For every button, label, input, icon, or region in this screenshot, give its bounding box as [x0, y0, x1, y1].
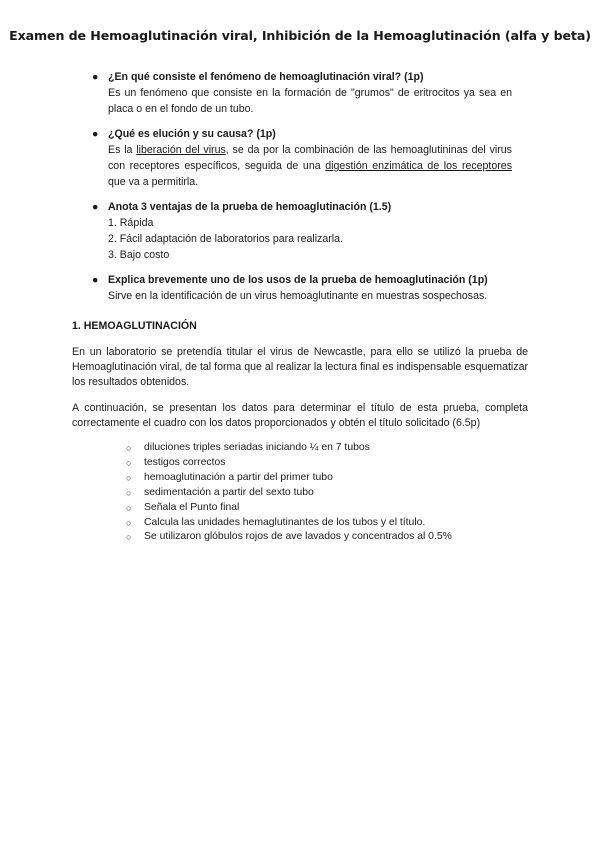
bullet-icon: ●: [92, 71, 99, 83]
list-item-text: hemoaglutinación a partir del primer tubo: [144, 471, 333, 483]
circle-bullet-icon: ○: [126, 472, 132, 483]
list-item: [126, 471, 452, 486]
circle-bullet-icon: ○: [126, 457, 132, 468]
bullet-icon: ●: [92, 201, 99, 213]
question-block-4: [92, 272, 522, 304]
question-2-text: ¿Qué es elución y su causa? (1p): [108, 128, 276, 140]
list-item: [126, 516, 452, 531]
circle-bullet-icon: ○: [126, 487, 132, 498]
answer-1: Es un fenómeno que consiste en la formación de "grumos" de eritrocitos ya sea en placa o en el fondo de un tubo.: [108, 87, 512, 115]
list-item: [126, 441, 452, 456]
list-item: [126, 501, 452, 516]
list-item-text: sedimentación a partir del sexto tubo: [144, 486, 314, 498]
circle-bullet-icon: ○: [126, 443, 132, 453]
list-item: [126, 486, 452, 501]
question-block-2: [92, 126, 512, 190]
question-block-3: [92, 199, 512, 263]
circle-bullet-icon: ○: [126, 517, 132, 528]
question-3: [92, 199, 512, 215]
answer-2-underlined: liberación del virus: [136, 144, 226, 156]
answer-2-part: , se da por la combinación de las hemoaglutininas del virus con receptores específicos, seguida de una: [108, 144, 512, 172]
document-title: Examen de Hemoaglutinación viral, Inhibición de la Hemoaglutinación (alfa y beta): [9, 28, 591, 43]
list-item-text: Se utilizaron glóbulos rojos de ave lavados y concentrados al 0.5%: [144, 531, 452, 543]
question-2: [92, 126, 512, 142]
answer-3-line: 1. Rápida: [108, 217, 154, 229]
list-item: [126, 456, 452, 471]
list-item-text: Señala el Punto final: [144, 501, 240, 513]
answer-2: [92, 142, 512, 190]
answer-3-line: 3. Bajo costo: [108, 249, 170, 261]
list-item: [126, 530, 452, 545]
paragraph-1: En un laboratorio se pretendía titular el virus de Newcastle, para ello se utilizó la prueba de Hemoaglutinación viral, de tal forma que al realizar la lectura final es indispensable esquematizar los resultados obtenidos.: [72, 346, 528, 388]
question-1: [92, 69, 512, 85]
list-item-text: Calcula las unidades hemaglutinantes de los tubos y el título.: [144, 516, 426, 528]
answer-3-line: 2. Fácil adaptación de laboratorios para realizarla.: [108, 233, 343, 245]
paragraph-2: A continuación, se presentan los datos para determinar el título de esta prueba, completa correctamente el cuadro con los datos proporcionados y obtén el título solicitado (6.5p): [72, 402, 528, 429]
data-list: [126, 441, 452, 545]
question-4: [92, 272, 522, 288]
list-item-text: diluciones triples seriadas iniciando ¼ en 7 tubos: [144, 442, 370, 453]
question-1-text: ¿En qué consiste el fenómeno de hemoaglutinación viral? (1p): [108, 71, 424, 83]
answer-4: Sirve en la identificación de un virus hemoaglutinante en muestras sospechosas.: [108, 290, 488, 302]
circle-bullet-icon: ○: [126, 532, 132, 543]
bullet-icon: ●: [92, 274, 99, 286]
question-4-text: Explica brevemente uno de los usos de la prueba de hemoaglutinación (1p): [108, 274, 488, 286]
answer-2-part: Es la: [108, 144, 137, 156]
section-heading: 1. HEMOAGLUTINACIÓN: [72, 320, 197, 332]
question-block-1: [92, 69, 512, 117]
list-item-text: testigos correctos: [144, 456, 226, 468]
answer-2-part: que va a permitirla.: [108, 176, 199, 188]
answer-2-underlined: digestión enzimática de los receptores: [325, 160, 512, 172]
circle-bullet-icon: ○: [126, 502, 132, 513]
bullet-icon: ●: [92, 128, 99, 140]
question-3-text: Anota 3 ventajas de la prueba de hemoaglutinación (1.5): [108, 201, 392, 213]
